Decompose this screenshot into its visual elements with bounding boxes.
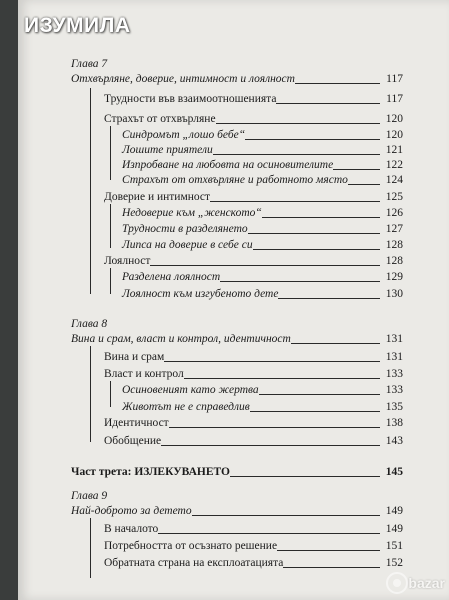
toc-entry: Липса на доверие в себе си 128 <box>122 239 403 251</box>
watermark: ИЗУМИЛА <box>24 14 131 37</box>
toc-entry: Недоверие към „женското“ 126 <box>122 207 403 219</box>
entry-title: Отхвърляне, доверие, интимност и лоялност <box>71 73 295 85</box>
toc-entry: Изпробване на любовта на осиновителите 122 <box>122 159 403 171</box>
tree-line <box>90 346 91 442</box>
part-heading: Част трета: ИЗЛЕКУВАНЕТО 145 <box>71 466 403 478</box>
toc-entry: Животът не е справедлив 135 <box>122 401 403 413</box>
tree-line <box>90 518 91 578</box>
toc-entry: Страхът от отхвърляне 120 <box>104 113 403 125</box>
toc-entry: Лоялност 128 <box>104 255 403 267</box>
toc-entry: Трудности в разделянето 127 <box>122 223 403 235</box>
bazar-logo-icon <box>386 572 408 594</box>
toc-entry: Трудности във взаимоотношенията 117 <box>104 93 403 105</box>
toc-entry: Вина и срам 131 <box>104 351 403 363</box>
toc-entry: Потребността от осъзнато решение 151 <box>104 540 403 552</box>
tree-line <box>110 268 111 294</box>
chapter-label: Глава 7 <box>71 58 108 70</box>
bazar-logo <box>386 572 445 594</box>
tree-line <box>110 204 111 248</box>
toc-entry: Най-доброто за детето 149 <box>71 505 403 517</box>
book-page <box>18 0 449 600</box>
bazar-logo-text: bazar <box>408 575 445 591</box>
chapter-label: Глава 9 <box>71 490 108 502</box>
tree-line <box>90 88 91 294</box>
table-of-contents <box>18 0 449 600</box>
entry-page: 117 <box>386 73 403 85</box>
toc-entry: Обратната страна на експлоатацията 152 <box>104 557 403 569</box>
chapter-label: Глава 8 <box>71 318 108 330</box>
toc-entry: Доверие и интимност 125 <box>104 191 403 203</box>
tree-line <box>110 381 111 407</box>
toc-entry: Страхът от отхвърляне и работното място 124 <box>122 174 403 186</box>
toc-entry: Синдромът „лошо бебе“ 120 <box>122 129 403 141</box>
toc-entry: Осиновеният като жертва 133 <box>122 384 403 396</box>
toc-entry: Власт и контрол 133 <box>104 368 403 380</box>
toc-entry: В началото 149 <box>104 523 403 535</box>
toc-entry: Лоялност към изгубеното дете 130 <box>122 288 403 300</box>
toc-entry: Вина и срам, власт и контрол, идентичност 131 <box>71 333 403 345</box>
toc-entry: Идентичност 138 <box>104 417 403 429</box>
toc-entry: Лошите приятели 121 <box>122 144 403 156</box>
toc-entry: Разделена лоялност 129 <box>122 271 403 283</box>
toc-entry <box>71 72 403 86</box>
toc-entry: Обобщение 143 <box>104 435 403 447</box>
tree-line <box>110 126 111 180</box>
